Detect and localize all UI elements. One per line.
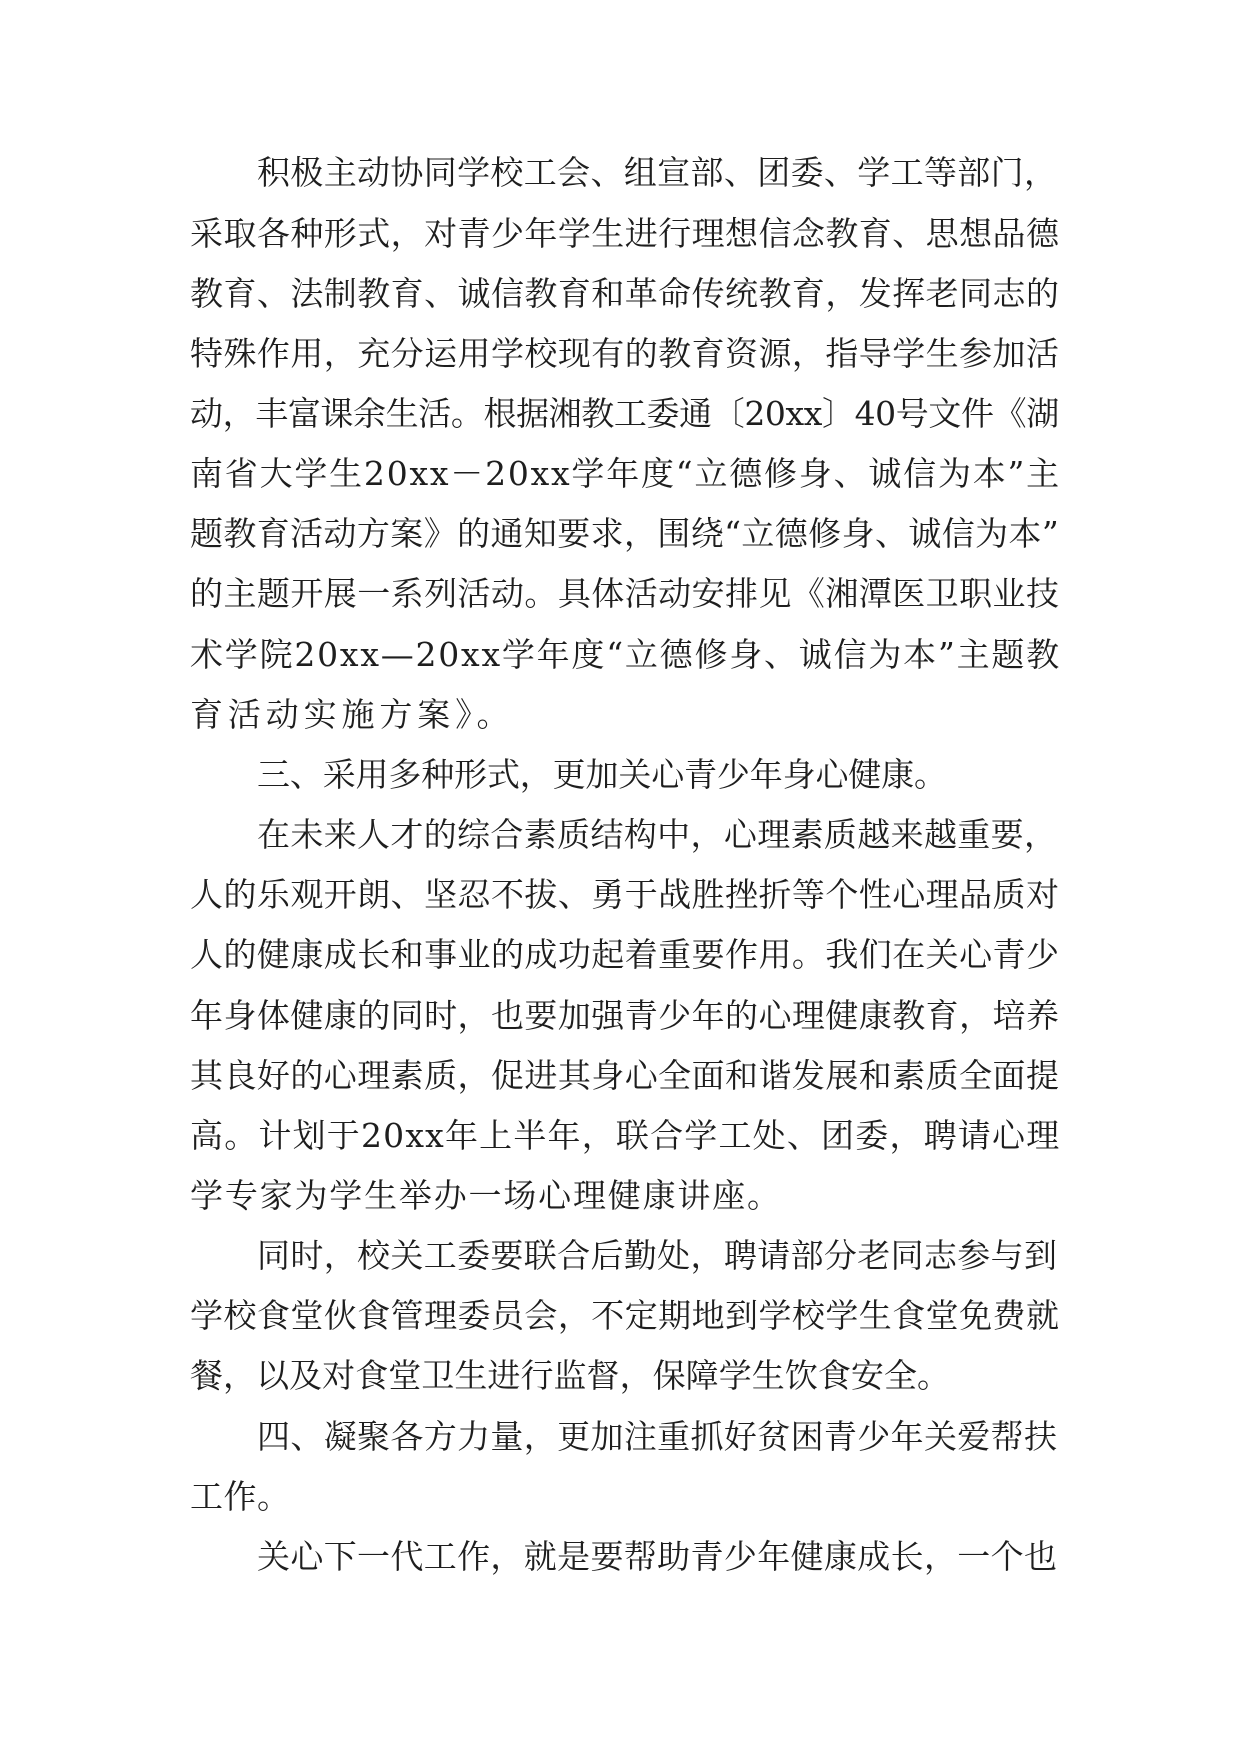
text-line: 关心下一代工作，就是要帮助青少年健康成长，一个也	[257, 1537, 1058, 1576]
text-line: 南省大学生20xx－20xx学年度“立德修身、诚信为本”主	[190, 454, 1061, 493]
text-line: 同时，校关工委要联合后勤处，聘请部分老同志参与到	[257, 1236, 1058, 1275]
text-line: 术学院20xx—20xx学年度“立德修身、诚信为本”主题教	[190, 635, 1061, 674]
text-line: 人的健康成长和事业的成功起着重要作用。我们在关心青少	[190, 935, 1060, 974]
text-line: 教育、法制教育、诚信教育和革命传统教育，发挥老同志的	[190, 274, 1060, 313]
section-heading: 工作。	[190, 1477, 291, 1516]
section-heading: 三、采用多种形式，更加关心青少年身心健康。	[257, 755, 947, 794]
text-line: 育活动实施方案》。	[190, 695, 515, 734]
text-line: 的主题开展一系列活动。具体活动安排见《湘潭医卫职业技	[190, 574, 1060, 613]
text-line: 年身体健康的同时，也要加强青少年的心理健康教育，培养	[190, 996, 1060, 1035]
text-line: 其良好的心理素质，促进其身心全面和谐发展和素质全面提	[190, 1056, 1060, 1095]
text-line: 餐，以及对食堂卫生进行监督，保障学生饮食安全。	[190, 1356, 951, 1395]
text-line: 动，丰富课余生活。根据湘教工委通〔20xx〕40号文件《湖	[190, 394, 1059, 433]
text-line: 学专家为学生举办一场心理健康讲座。	[190, 1176, 782, 1215]
text-line: 题教育活动方案》的通知要求，围绕“立德修身、诚信为本”	[190, 514, 1060, 553]
text-line: 在未来人才的综合素质结构中，心理素质越来越重要，	[257, 815, 1058, 854]
text-line: 人的乐观开朗、坚忍不拔、勇于战胜挫折等个性心理品质对	[190, 875, 1060, 914]
text-line: 高。计划于20xx年上半年，联合学工处、团委，聘请心理	[190, 1116, 1061, 1155]
text-line: 积极主动协同学校工会、组宣部、团委、学工等部门，	[257, 153, 1058, 192]
text-line: 特殊作用，充分运用学校现有的教育资源，指导学生参加活	[190, 334, 1060, 373]
text-line: 采取各种形式，对青少年学生进行理想信念教育、思想品德	[190, 214, 1060, 253]
section-heading: 四、凝聚各方力量，更加注重抓好贫困青少年关爱帮扶	[257, 1417, 1058, 1456]
text-line: 学校食堂伙食管理委员会，不定期地到学校学生食堂免费就	[190, 1296, 1060, 1335]
